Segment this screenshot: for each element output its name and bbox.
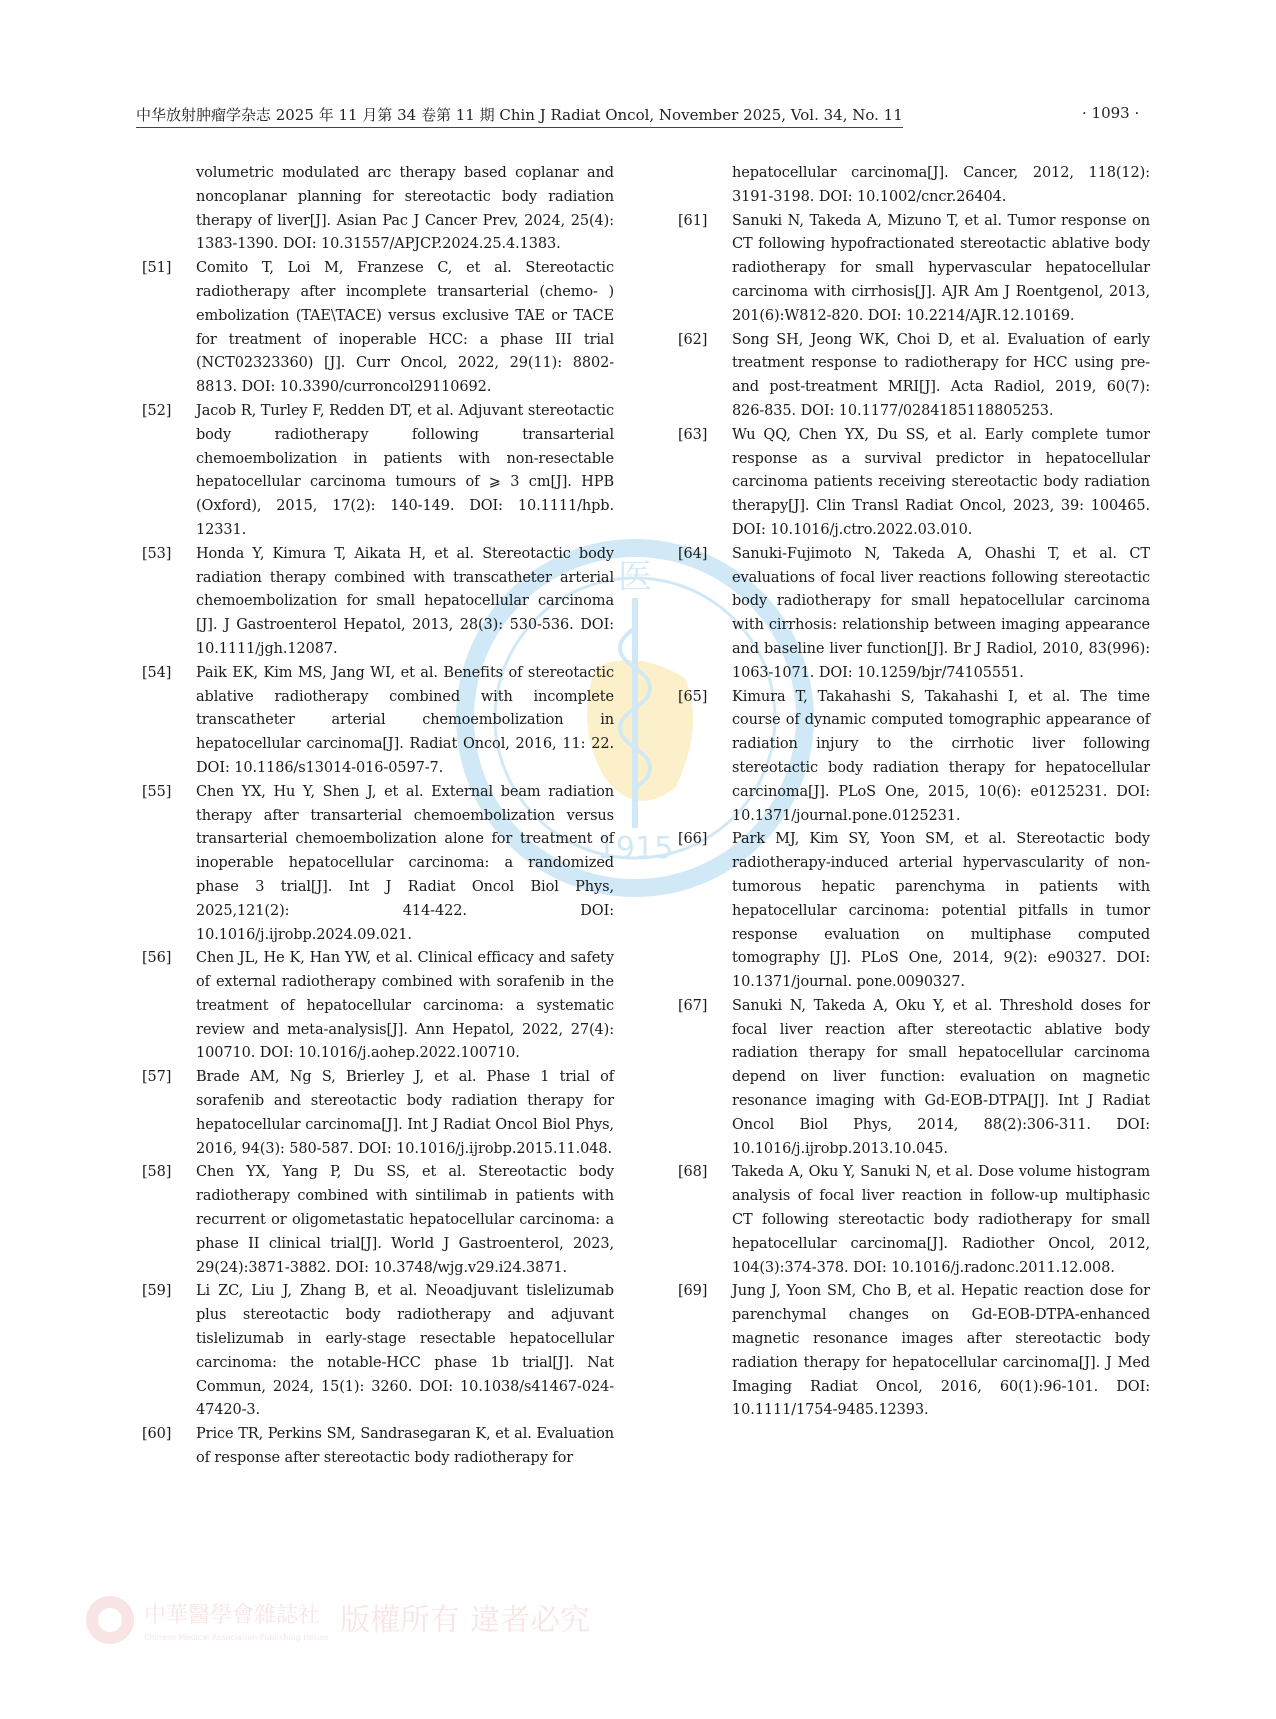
reference-list-right [678,210,1150,1424]
svg-text:違者必究: 違者必究 [470,1603,590,1638]
reference-text: Park MJ, Kim SY, Yoon SM, et al. Stereotactic body radiotherapy-induced arterial hypervascularity of non-tumorous hepatic parenchyma in patients with hepatocellular carcinoma: potential pitfalls in tumor response evaluation on multiphase computed tomography [J]. PLoS One, 2014, 9(2): e90327. DOI: 10.1371/journal. pone.0090327. [732,831,1150,991]
reference-number: [65] [678,688,708,705]
page-number: · 1093 · [1082,104,1140,122]
reference-number: [62] [678,331,708,348]
reference-item [142,947,614,1066]
reference-item [678,828,1150,995]
reference-number: [69] [678,1283,708,1300]
svg-text:版權所有: 版權所有 [340,1603,460,1638]
reference-item [142,781,614,948]
reference-number: [54] [142,664,172,681]
reference-number: [52] [142,402,172,419]
reference-text: Takeda A, Oku Y, Sanuki N, et al. Dose volume histogram analysis of focal liver reaction in follow-up multiphasic CT following stereotactic body radiotherapy for small hepatocellular carcinoma[J]. Radiother Oncol, 2012, 104(3):374-378. DOI: 10.1016/j.radonc.2011.12.008. [732,1164,1150,1276]
reference-text: Honda Y, Kimura T, Aikata H, et al. Stereotactic body radiation therapy combined with transcatheter arterial chemoembolization for small hepatocellular carcinoma [J]. J Gastroenterol Hepatol, 2013, 28(3): 530-536. DOI: 10.1111/jgh.12087. [196,545,614,657]
reference-item [142,257,614,400]
reference-item [678,543,1150,686]
reference-item [142,1161,614,1280]
publisher-logo-watermark [80,1590,600,1650]
reference-item [678,686,1150,829]
reference-text: Price TR, Perkins SM, Sandrasegaran K, et al. Evaluation of response after stereotactic body radiotherapy for [196,1426,614,1467]
reference-item [142,662,614,781]
reference-number: [53] [142,545,172,562]
reference-text: Paik EK, Kim MS, Jang WI, et al. Benefits of stereotactic ablative radiotherapy combined with incomplete transcatheter arterial chemoembolization in hepatocellular carcinoma[J]. Radiat Oncol, 2016, 11: 22. DOI: 10.1186/s13014-016-0597-7. [196,664,614,776]
reference-number: [55] [142,783,172,800]
reference-number: [59] [142,1283,172,1300]
svg-text:医: 医 [618,557,652,597]
reference-number: [51] [142,260,172,277]
reference-item [142,400,614,543]
svg-text:1915: 1915 [596,831,674,866]
reference-text: Wu QQ, Chen YX, Du SS, et al. Early complete tumor response as a survival predictor in hepatocellular carcinoma patients receiving stereotactic body radiation therapy[J]. Clin Transl Radiat Oncol, 2023, 39: 100465. DOI: 10.1016/j.ctro.2022.03.010. [732,426,1150,538]
reference-text: Li ZC, Liu J, Zhang B, et al. Neoadjuvant tislelizumab plus stereotactic body radiotherapy and adjuvant tislelizumab in early-stage resectable hepatocellular carcinoma: the notable-HCC phase 1b trial[J]. Nat Commun, 2024, 15(1): 3260. DOI: 10.1038/s41467-024-47420-3. [196,1283,614,1419]
reference-text: Sanuki-Fujimoto N, Takeda A, Ohashi T, et al. CT evaluations of focal liver reactions following stereotactic body radiotherapy for small hepatocellular carcinoma with cirrhosis: relationship between imaging appearance and baseline liver function[J]. Br J Radiol, 2010, 83(996): 1063-1071. DOI: 10.1259/bjr/74105551. [732,545,1150,681]
reference-text: Comito T, Loi M, Franzese C, et al. Stereotactic radiotherapy after incomplete transarterial (chemo- ) embolization (TAE\TACE) versus exclusive TAE or TACE for treatment of inoperable HCC: a phase III trial (NCT02323360) [J]. Curr Oncol, 2022, 29(11): 8802-8813. DOI: 10.3390/curroncol29110692. [196,260,614,396]
reference-item [142,1280,614,1423]
reference-item [142,543,614,662]
svg-text:Chinese Medical Association Pu: Chinese Medical Association Publishing House [144,1633,329,1642]
reference-continuation: hepatocellular carcinoma[J]. Cancer, 2012, 118(12): 3191-3198. DOI: 10.1002/cncr.26404. [732,165,1150,205]
reference-text: Kimura T, Takahashi S, Takahashi I, et al. The time course of dynamic computed tomographic appearance of radiation injury to the cirrhotic liver following stereotactic body radiation therapy for hepatocellular carcinoma[J]. PLoS One, 2015, 10(6): e0125231. DOI: 10.1371/journal.pone.0125231. [732,688,1150,824]
reference-number: [68] [678,1164,708,1181]
right-column [678,162,1150,1423]
reference-number: [58] [142,1164,172,1181]
journal-header: 中华放射肿瘤学杂志 2025 年 11 月第 34 卷第 11 期 Chin J Radiat Oncol, November 2025, Vol. 34, No. 11 [136,104,903,128]
reference-number: [66] [678,831,708,848]
reference-text: Chen JL, He K, Han YW, et al. Clinical efficacy and safety of external radiotherapy combined with sorafenib in the treatment of hepatocellular carcinoma: a systematic review and meta-analysis[J]. Ann Hepatol, 2022, 27(4): 100710. DOI: 10.1016/j.aohep.2022.100710. [196,950,614,1062]
reference-item [142,1423,614,1471]
reference-text: Brade AM, Ng S, Brierley J, et al. Phase 1 trial of sorafenib and stereotactic body radiation therapy for hepatocellular carcinoma[J]. Int J Radiat Oncol Biol Phys, 2016, 94(3): 580-587. DOI: 10.1016/j.ijrobp.2015.11.048. [196,1069,614,1157]
reference-item [678,424,1150,543]
reference-text: Jung J, Yoon SM, Cho B, et al. Hepatic reaction dose for parenchymal changes on Gd-EOB-DTPA-enhanced magnetic resonance images after stereotactic body radiation therapy for hepatocellular carcinoma[J]. J Med Imaging Radiat Oncol, 2016, 60(1):96-101. DOI: 10.1111/1754-9485.12393. [732,1283,1150,1419]
reference-continuation: volumetric modulated arc therapy based coplanar and noncoplanar planning for stereotactic body radiation therapy of liver[J]. Asian Pac J Cancer Prev, 2024, 25(4): 1383-1390. DOI: 10.31557/APJCP.2024.25.4.1383. [196,165,614,253]
reference-item [678,210,1150,329]
reference-text: Chen YX, Yang P, Du SS, et al. Stereotactic body radiotherapy combined with sintilimab in patients with recurrent or oligometastatic hepatocellular carcinoma: a phase II clinical trial[J]. World J Gastroenterol, 2023, 29(24):3871-3882. DOI: 10.3748/wjg.v29.i24.3871. [196,1164,614,1276]
reference-number: [56] [142,950,172,967]
reference-number: [60] [142,1426,172,1443]
reference-number: [64] [678,545,708,562]
reference-item [142,1066,614,1161]
reference-number: [57] [142,1069,172,1086]
reference-item [678,1280,1150,1423]
left-column [142,162,614,1471]
reference-list-left [142,257,614,1471]
reference-number: [67] [678,997,708,1014]
reference-number: [61] [678,212,708,229]
reference-item [678,329,1150,424]
reference-text: Sanuki N, Takeda A, Mizuno T, et al. Tumor response on CT following hypofractionated stereotactic ablative body radiotherapy for small hypervascular hepatocellular carcinoma with cirrhosis[J]. AJR Am J Roentgenol, 2013, 201(6):W812-820. DOI: 10.2214/AJR.12.10169. [732,212,1150,324]
reference-text: Chen YX, Hu Y, Shen J, et al. External beam radiation therapy after transarterial chemoembolization versus transarterial chemoembolization alone for treatment of inoperable hepatocellular carcinoma: a randomized phase 3 trial[J]. Int J Radiat Oncol Biol Phys, 2025,121(2): 414-422. DOI: 10.1016/j.ijrobp.2024.09.021. [196,783,614,943]
reference-number: [63] [678,426,708,443]
reference-text: Song SH, Jeong WK, Choi D, et al. Evaluation of early treatment response to radiotherapy for HCC using pre- and post-treatment MRI[J]. Acta Radiol, 2019, 60(7): 826-835. DOI: 10.1177/0284185118805253. [732,331,1150,419]
reference-item [678,995,1150,1162]
reference-text: Jacob R, Turley F, Redden DT, et al. Adjuvant stereotactic body radiotherapy following transarterial chemoembolization in patients with non-resectable hepatocellular carcinoma tumours of ⩾ 3 cm[J]. HPB (Oxford), 2015, 17(2): 140-149. DOI: 10.1111/hpb. 12331. [196,402,614,538]
reference-item [678,1161,1150,1280]
reference-text: Sanuki N, Takeda A, Oku Y, et al. Threshold doses for focal liver reaction after stereotactic ablative body radiation therapy for small hepatocellular carcinoma depend on liver function: evaluation on magnetic resonance imaging with Gd-EOB-DTPA[J]. Int J Radiat Oncol Biol Phys, 2014, 88(2):306-311. DOI: 10.1016/j.ijrobp.2013.10.045. [732,997,1150,1157]
svg-text:中華醫學會雜誌社: 中華醫學會雜誌社 [144,1603,321,1628]
